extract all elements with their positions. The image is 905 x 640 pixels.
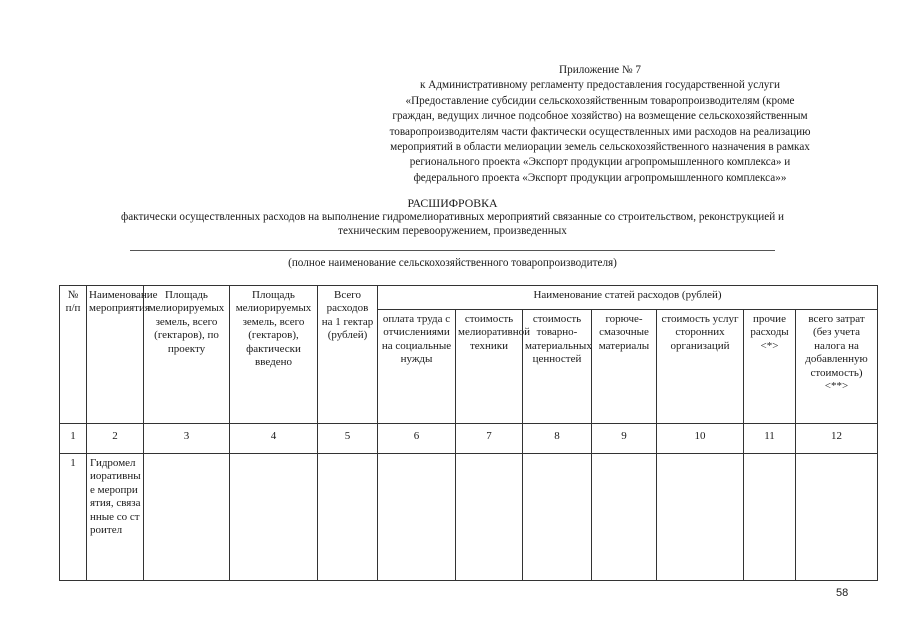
column-number-cell: 6 (378, 424, 456, 454)
table-cell (456, 454, 523, 581)
column-number-cell: 4 (230, 424, 318, 454)
document-subtitle (55, 210, 850, 238)
table-cell (592, 454, 657, 581)
appendix-line: граждан, ведущих личное подсобное хозяйство) на возмещение сельскохозяйственным (392, 110, 808, 123)
appendix-line: «Предоставление субсидии сельскохозяйственным товаропроизводителям (кроме (405, 94, 795, 107)
header-area-project: Площадь мелиорируемых земель, всего (гектаров), по проекту (144, 286, 230, 424)
table-cell (318, 454, 378, 581)
header-labor: оплата труда с отчислениями на социальные нужды (378, 310, 456, 424)
subtitle-line: техническим перевооружением, произведенных (338, 225, 567, 238)
header-services: стоимость услуг сторонних организаций (657, 310, 744, 424)
table-cell (144, 454, 230, 581)
column-number-cell: 5 (318, 424, 378, 454)
expenses-table (59, 285, 878, 581)
column-number-cell: 3 (144, 424, 230, 454)
header-total: всего затрат (без учета налога на добавленную стоимость) <**> (796, 310, 878, 424)
appendix-line: Приложение № 7 (559, 64, 641, 76)
column-number-cell: 12 (796, 424, 878, 454)
header-cost-per-hectare: Всего расходов на 1 гектар (рублей) (318, 286, 378, 424)
fill-in-caption: (полное наименование сельскохозяйственного товаропроизводителя) (288, 257, 617, 269)
appendix-line: мероприятий в области мелиорации земель сельскохозяйственного назначения в рамках (390, 141, 810, 154)
header-materials: стоимость товарно-материальных ценностей (523, 310, 592, 424)
appendix-line: к Административному регламенту предоставления государственной услуги (420, 79, 780, 92)
header-machinery: стоимость мелиоративной техники (456, 310, 523, 424)
header-expense-items: Наименование статей расходов (рублей) (378, 286, 878, 310)
page-number: 58 (836, 587, 849, 599)
table-cell (378, 454, 456, 581)
row-number-cell: 1 (60, 454, 87, 581)
fill-in-line (130, 250, 775, 251)
table-cell (230, 454, 318, 581)
header-area-actual: Площадь мелиорируемых земель, всего (гектаров), фактически введено (230, 286, 318, 424)
column-number-cell: 7 (456, 424, 523, 454)
column-number-cell: 9 (592, 424, 657, 454)
table-cell (523, 454, 592, 581)
appendix-line: регионального проекта «Экспорт продукции агропромышленного комплекса» и (409, 156, 791, 169)
document-title: РАСШИФРОВКА (407, 196, 498, 210)
column-number-cell: 8 (523, 424, 592, 454)
column-number-cell: 11 (744, 424, 796, 454)
table-cell (657, 454, 744, 581)
header-number: № п/п (60, 286, 87, 424)
table-cell (796, 454, 878, 581)
header-name: Наименование мероприятия (87, 286, 144, 424)
column-number-cell: 2 (87, 424, 144, 454)
header-fuel: горюче-смазочные материалы (592, 310, 657, 424)
column-number-cell: 10 (657, 424, 744, 454)
subtitle-line: фактически осуществленных расходов на выполнение гидромелиоративных мероприятий связанные со строительством, реконструкцией и (120, 211, 785, 223)
row-name-cell: Гидромелиоративные мероприятия, связанные со строител (87, 454, 144, 581)
appendix-header (340, 63, 860, 186)
appendix-line: товаропроизводителям части фактически осуществленных ими расходов на реализацию (389, 125, 811, 138)
header-other: прочие расходы <*> (744, 310, 796, 424)
table-cell (744, 454, 796, 581)
column-number-cell: 1 (60, 424, 87, 454)
appendix-line: федерального проекта «Экспорт продукции агропромышленного комплекса»» (413, 171, 787, 184)
